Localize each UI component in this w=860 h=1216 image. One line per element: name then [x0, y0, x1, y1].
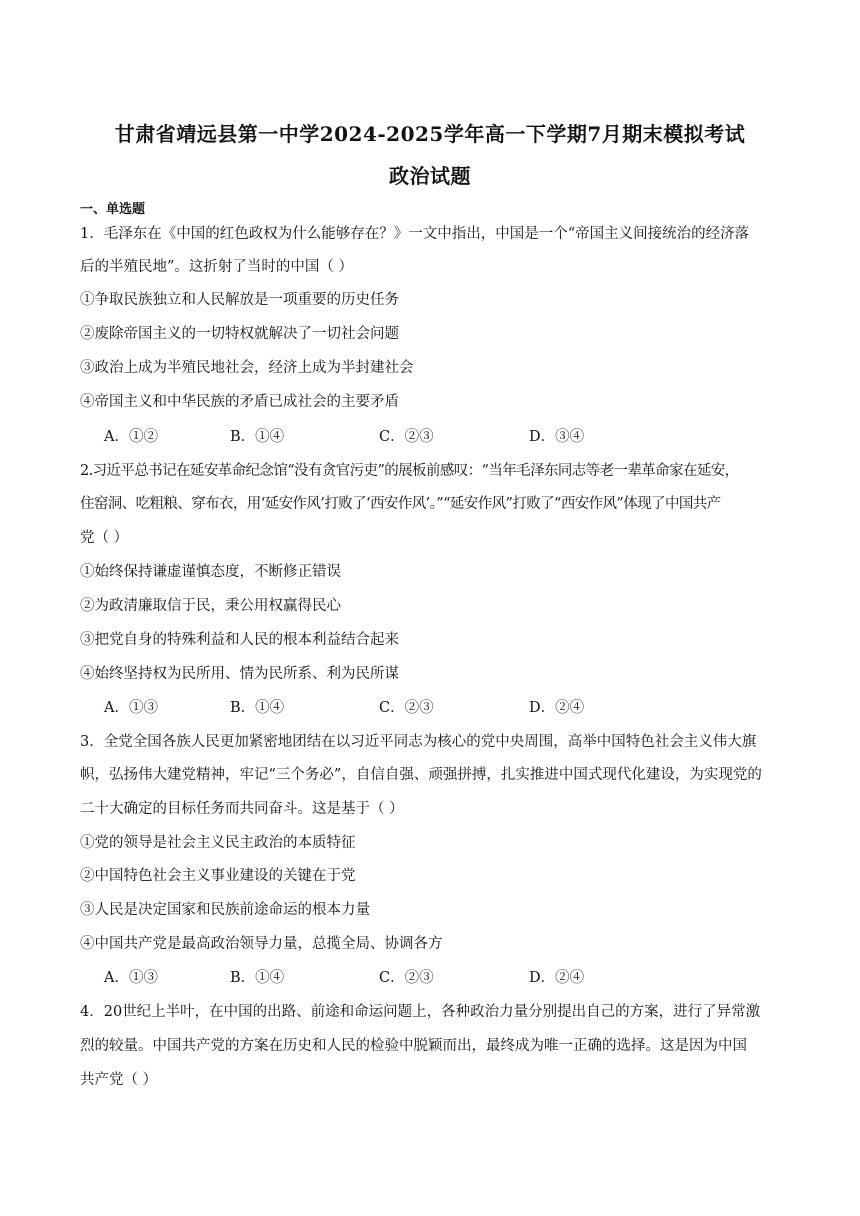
option-c: C．②③: [379, 429, 434, 445]
option-c: C．②③: [379, 970, 434, 986]
question-text: 共产党（ ）: [80, 1072, 158, 1088]
statement: ①争取民族独立和人民解放是一项重要的历史任务: [80, 292, 399, 308]
statement: ④帝国主义和中华民族的矛盾已成社会的主要矛盾: [80, 394, 399, 410]
option-d: D．③④: [529, 429, 585, 445]
question-text: 二十大确定的目标任务而共同奋斗。这是基于（ ）: [80, 801, 404, 817]
question-text: 3．全党全国各族人民更加紧密地团结在以习近平同志为核心的党中央周围，高举中国特色社会主义伟大旗: [80, 734, 757, 750]
option-a: A．①②: [104, 429, 158, 445]
section-heading: 一、单选题: [80, 202, 146, 217]
option-a: A．①③: [104, 700, 158, 716]
statement: ①党的领导是社会主义民主政治的本质特征: [80, 835, 356, 851]
question-text: 1．毛泽东在《中国的红色政权为什么能够存在？》一文中指出，中国是一个“帝国主义间接统治的经济落: [80, 226, 750, 242]
statement: ①始终保持谦虚谨慎态度，不断修正错误: [80, 564, 341, 580]
option-d: D．②④: [529, 970, 585, 986]
statement: ②废除帝国主义的一切特权就解决了一切社会问题: [80, 326, 399, 342]
exam-title: 甘肃省靖远县第一中学2024-2025学年高一下学期7月期末模拟考试: [114, 122, 746, 146]
statement: ④中国共产党是最高政治领导力量，总揽全局、协调各方: [80, 936, 443, 952]
option-b: B．①④: [230, 700, 285, 716]
question-text: 住窑洞、吃粗粮、穿布衣，用‘延安作风’打败了‘西安作风’。”“延安作风”打败了“西安作风”体现了中国共产: [80, 496, 721, 512]
question-text: 2.习近平总书记在延安革命纪念馆“没有贪官污吏”的展板前感叹：“当年毛泽东同志等老一辈革命家在延安，: [80, 463, 739, 479]
option-b: B．①④: [230, 429, 285, 445]
question-text: 帜，弘扬伟大建党精神，牢记“三个务必”，自信自强、顽强拼搏，扎实推进中国式现代化建设，为实现党的: [80, 767, 762, 783]
exam-subtitle: 政治试题: [389, 164, 471, 188]
question-text: 党（ ）: [80, 530, 129, 546]
question-text: 后的半殖民地”。这折射了当时的中国（ ）: [80, 259, 354, 275]
question-text: 烈的较量。中国共产党的方案在历史和人民的检验中脱颖而出，最终成为唯一正确的选择。这是因为中国: [80, 1038, 747, 1054]
statement: ③把党自身的特殊利益和人民的根本利益结合起来: [80, 632, 399, 648]
statement: ③人民是决定国家和民族前途命运的根本力量: [80, 902, 370, 918]
statement: ②为政清廉取信于民，秉公用权赢得民心: [80, 598, 341, 614]
option-b: B．①④: [230, 970, 285, 986]
statement: ③政治上成为半殖民地社会，经济上成为半封建社会: [80, 360, 414, 376]
option-c: C．②③: [379, 700, 434, 716]
statement: ④始终坚持权为民所用、情为民所系、利为民所谋: [80, 666, 399, 682]
option-d: D．②④: [529, 700, 585, 716]
question-text: 4．20世纪上半叶，在中国的出路、前途和命运问题上，各种政治力量分别提出自己的方案，进行了异常激: [80, 1004, 761, 1020]
statement: ②中国特色社会主义事业建设的关键在于党: [80, 868, 356, 884]
option-a: A．①③: [104, 970, 158, 986]
